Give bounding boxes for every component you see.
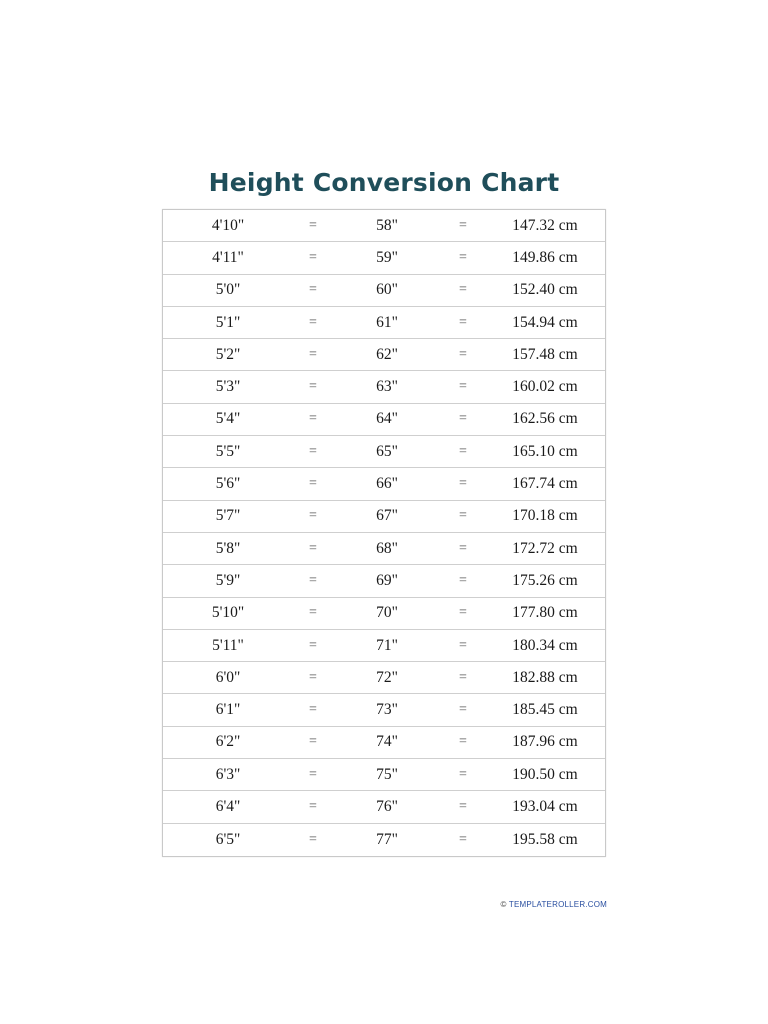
table-row — [163, 694, 605, 726]
equals-sign: = — [459, 314, 467, 330]
table-row — [163, 275, 605, 307]
feet-inches-cell: 6'3" — [215, 765, 241, 783]
table-row — [163, 759, 605, 791]
inches-cell: 63" — [376, 378, 398, 396]
feet-inches-cell: 5'10" — [211, 604, 245, 622]
feet-inches-cell: 5'11" — [212, 636, 244, 654]
table-row — [163, 436, 605, 468]
inches-cell: 68" — [376, 539, 398, 557]
table-row — [163, 404, 605, 436]
centimeters-cell: 193.04 cm — [512, 797, 578, 815]
copyright-icon: © — [500, 900, 507, 909]
equals-sign: = — [309, 669, 317, 685]
table-row — [163, 791, 605, 823]
equals-sign: = — [309, 605, 317, 621]
centimeters-cell: 185.45 cm — [512, 701, 578, 719]
equals-sign: = — [459, 831, 467, 847]
equals-sign: = — [309, 766, 317, 782]
feet-inches-cell: 5'1" — [215, 313, 241, 331]
equals-sign: = — [459, 798, 467, 814]
equals-sign: = — [459, 540, 467, 556]
equals-sign: = — [309, 217, 317, 233]
table-row — [163, 662, 605, 694]
centimeters-cell: 170.18 cm — [512, 507, 578, 525]
feet-inches-cell: 5'8" — [215, 539, 241, 557]
equals-sign: = — [459, 669, 467, 685]
equals-sign: = — [309, 637, 317, 653]
equals-sign: = — [309, 831, 317, 847]
centimeters-cell: 165.10 cm — [512, 442, 578, 460]
table-row — [163, 371, 605, 403]
table-row — [163, 242, 605, 274]
inches-cell: 64" — [376, 410, 398, 428]
centimeters-cell: 175.26 cm — [512, 571, 578, 589]
centimeters-cell: 157.48 cm — [512, 345, 578, 363]
inches-cell: 61" — [376, 313, 398, 331]
feet-inches-cell: 5'2" — [215, 345, 241, 363]
centimeters-cell: 195.58 cm — [512, 830, 578, 848]
table-row — [163, 598, 605, 630]
equals-sign: = — [459, 605, 467, 621]
table-row — [163, 468, 605, 500]
inches-cell: 65" — [376, 442, 398, 460]
equals-sign: = — [459, 346, 467, 362]
feet-inches-cell: 6'4" — [215, 797, 241, 815]
centimeters-cell: 190.50 cm — [512, 765, 578, 783]
equals-sign: = — [459, 443, 467, 459]
equals-sign: = — [459, 508, 467, 524]
table-row — [163, 727, 605, 759]
inches-cell: 59" — [376, 248, 398, 266]
equals-sign: = — [459, 217, 467, 233]
feet-inches-cell: 5'3" — [215, 378, 241, 396]
centimeters-cell: 147.32 cm — [512, 216, 578, 234]
equals-sign: = — [309, 572, 317, 588]
equals-sign: = — [309, 798, 317, 814]
centimeters-cell: 167.74 cm — [512, 475, 578, 493]
inches-cell: 71" — [376, 636, 398, 654]
feet-inches-cell: 5'0" — [215, 281, 241, 299]
equals-sign: = — [309, 411, 317, 427]
table-row — [163, 501, 605, 533]
table-row — [163, 533, 605, 565]
equals-sign: = — [309, 282, 317, 298]
equals-sign: = — [309, 508, 317, 524]
feet-inches-cell: 6'0" — [215, 668, 241, 686]
equals-sign: = — [309, 314, 317, 330]
inches-cell: 66" — [376, 475, 398, 493]
inches-cell: 73" — [376, 701, 398, 719]
feet-inches-cell: 5'6" — [215, 475, 241, 493]
centimeters-cell: 149.86 cm — [512, 248, 578, 266]
equals-sign: = — [459, 734, 467, 750]
feet-inches-cell: 4'11" — [212, 248, 244, 266]
equals-sign: = — [459, 476, 467, 492]
centimeters-cell: 180.34 cm — [512, 636, 578, 654]
feet-inches-cell: 5'7" — [215, 507, 241, 525]
feet-inches-cell: 4'10" — [211, 216, 245, 234]
table-row — [163, 339, 605, 371]
equals-sign: = — [459, 379, 467, 395]
inches-cell: 77" — [376, 830, 398, 848]
inches-cell: 70" — [376, 604, 398, 622]
centimeters-cell: 172.72 cm — [512, 539, 578, 557]
equals-sign: = — [309, 540, 317, 556]
equals-sign: = — [309, 346, 317, 362]
equals-sign: = — [459, 282, 467, 298]
feet-inches-cell: 6'5" — [215, 830, 241, 848]
table-row — [163, 565, 605, 597]
equals-sign: = — [459, 572, 467, 588]
table-row — [163, 824, 605, 856]
equals-sign: = — [459, 637, 467, 653]
equals-sign: = — [459, 702, 467, 718]
equals-sign: = — [459, 411, 467, 427]
equals-sign: = — [309, 379, 317, 395]
feet-inches-cell: 5'9" — [215, 571, 241, 589]
table-row — [163, 210, 605, 242]
page-title: Height Conversion Chart — [208, 168, 560, 197]
conversion-table — [162, 209, 606, 857]
equals-sign: = — [309, 702, 317, 718]
equals-sign: = — [459, 766, 467, 782]
centimeters-cell: 187.96 cm — [512, 733, 578, 751]
equals-sign: = — [309, 249, 317, 265]
feet-inches-cell: 6'2" — [215, 733, 241, 751]
feet-inches-cell: 5'4" — [215, 410, 241, 428]
equals-sign: = — [309, 734, 317, 750]
equals-sign: = — [459, 249, 467, 265]
centimeters-cell: 162.56 cm — [512, 410, 578, 428]
table-row — [163, 630, 605, 662]
inches-cell: 74" — [376, 733, 398, 751]
inches-cell: 67" — [376, 507, 398, 525]
inches-cell: 69" — [376, 571, 398, 589]
centimeters-cell: 182.88 cm — [512, 668, 578, 686]
inches-cell: 60" — [376, 281, 398, 299]
centimeters-cell: 152.40 cm — [512, 281, 578, 299]
table-row — [163, 307, 605, 339]
centimeters-cell: 160.02 cm — [512, 378, 578, 396]
centimeters-cell: 177.80 cm — [512, 604, 578, 622]
inches-cell: 72" — [376, 668, 398, 686]
equals-sign: = — [309, 476, 317, 492]
footer-link[interactable]: TEMPLATEROLLER.COM — [508, 900, 607, 909]
equals-sign: = — [309, 443, 317, 459]
inches-cell: 76" — [376, 797, 398, 815]
footer-credit[interactable] — [500, 900, 607, 909]
feet-inches-cell: 6'1" — [215, 701, 241, 719]
inches-cell: 62" — [376, 345, 398, 363]
inches-cell: 75" — [376, 765, 398, 783]
centimeters-cell: 154.94 cm — [512, 313, 578, 331]
inches-cell: 58" — [376, 216, 398, 234]
feet-inches-cell: 5'5" — [215, 442, 241, 460]
